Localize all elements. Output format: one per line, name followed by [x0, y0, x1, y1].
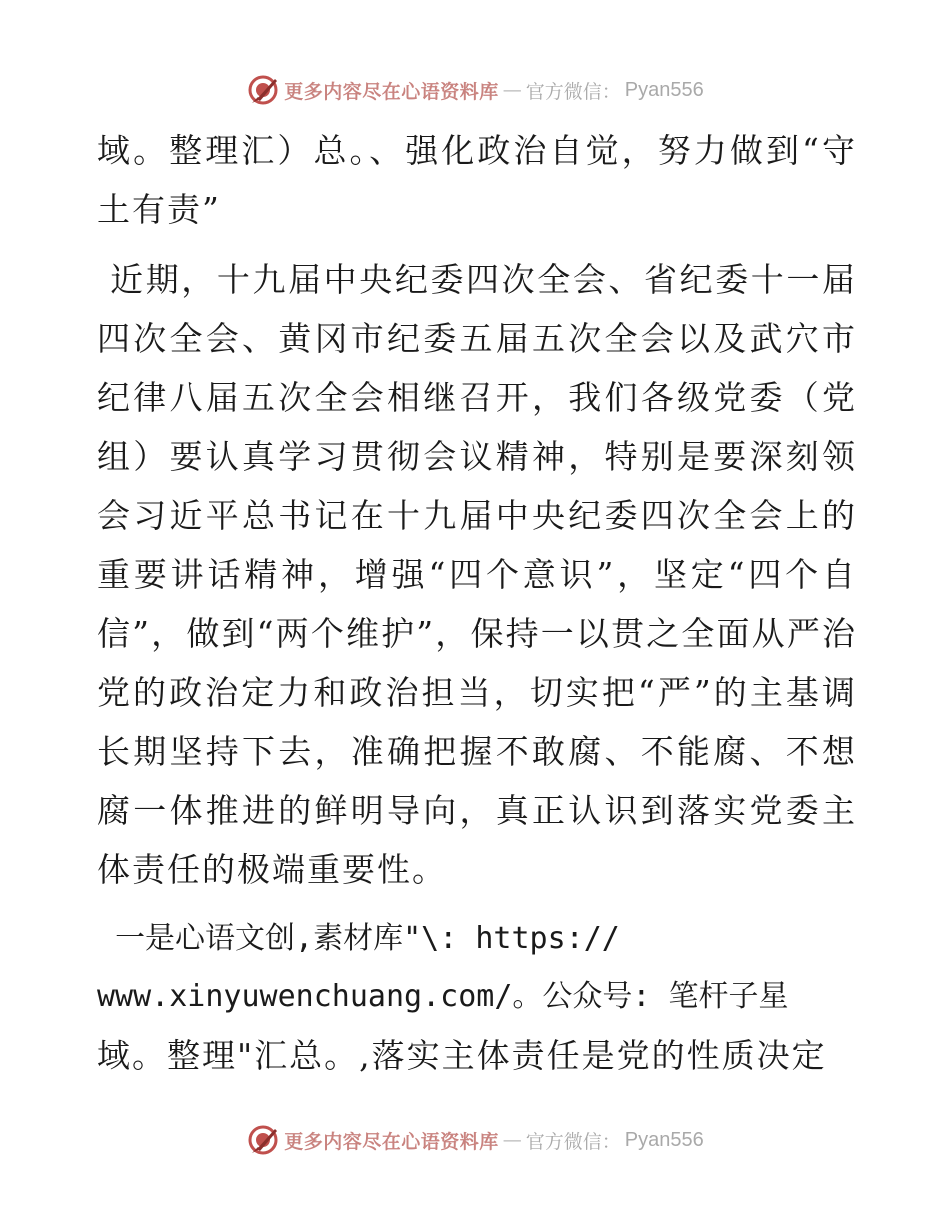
document-body	[97, 121, 857, 1085]
banner-wechat-id: Pyan556	[624, 78, 704, 101]
banner-wechat-label: 官方微信：	[525, 80, 621, 103]
banner-dash: —	[502, 79, 522, 101]
paragraph-1: 域。整理汇）总。、强化政治自觉，努力做到“守土有责”	[97, 131, 857, 229]
paragraph-2: 近期，十九届中央纪委四次全会、省纪委十一届四次全会、黄冈市纪委五届五次全会以及武穴市纪律八届五次全会相继召开，我们各级党委（党组）要认真学习贯彻会议精神，特别是要深刻领会习近平总书记在十九届中央纪委四次全会上的重要讲话精神，增强“四个意识”，坚定“四个自信”，做到“两个维护”，保持一以贯之全面从严治党的政治定力和政治担当，切实把“严”的主基调长期坚持下去，准确把握不敢腐、不能腐、不想腐一体推进的鲜明导向，真正认识到落实党委主体责任的极端重要性。	[97, 260, 857, 889]
banner-wechat-label: 官方微信：	[525, 1130, 621, 1153]
paragraph-3-line-1: 一是心语文创,素材库"\: https://	[97, 921, 620, 956]
banner-wechat-id: Pyan556	[624, 1128, 704, 1151]
banner-slogan: 更多内容尽在心语资料库	[284, 1130, 499, 1153]
banner-dash: —	[502, 1129, 522, 1151]
pen-nib-logo-icon	[246, 73, 280, 107]
banner-slogan: 更多内容尽在心语资料库	[284, 80, 499, 103]
pen-nib-logo-icon	[246, 1123, 280, 1157]
header-banner	[0, 70, 950, 110]
footer-banner	[0, 1120, 950, 1160]
paragraph-3-line-3: 域。整理"汇总。,落实主体责任是党的性质决定	[97, 1036, 827, 1075]
paragraph-3-line-2: www.xinyuwenchuang.com/。公众号: 笔杆子星	[97, 979, 789, 1014]
